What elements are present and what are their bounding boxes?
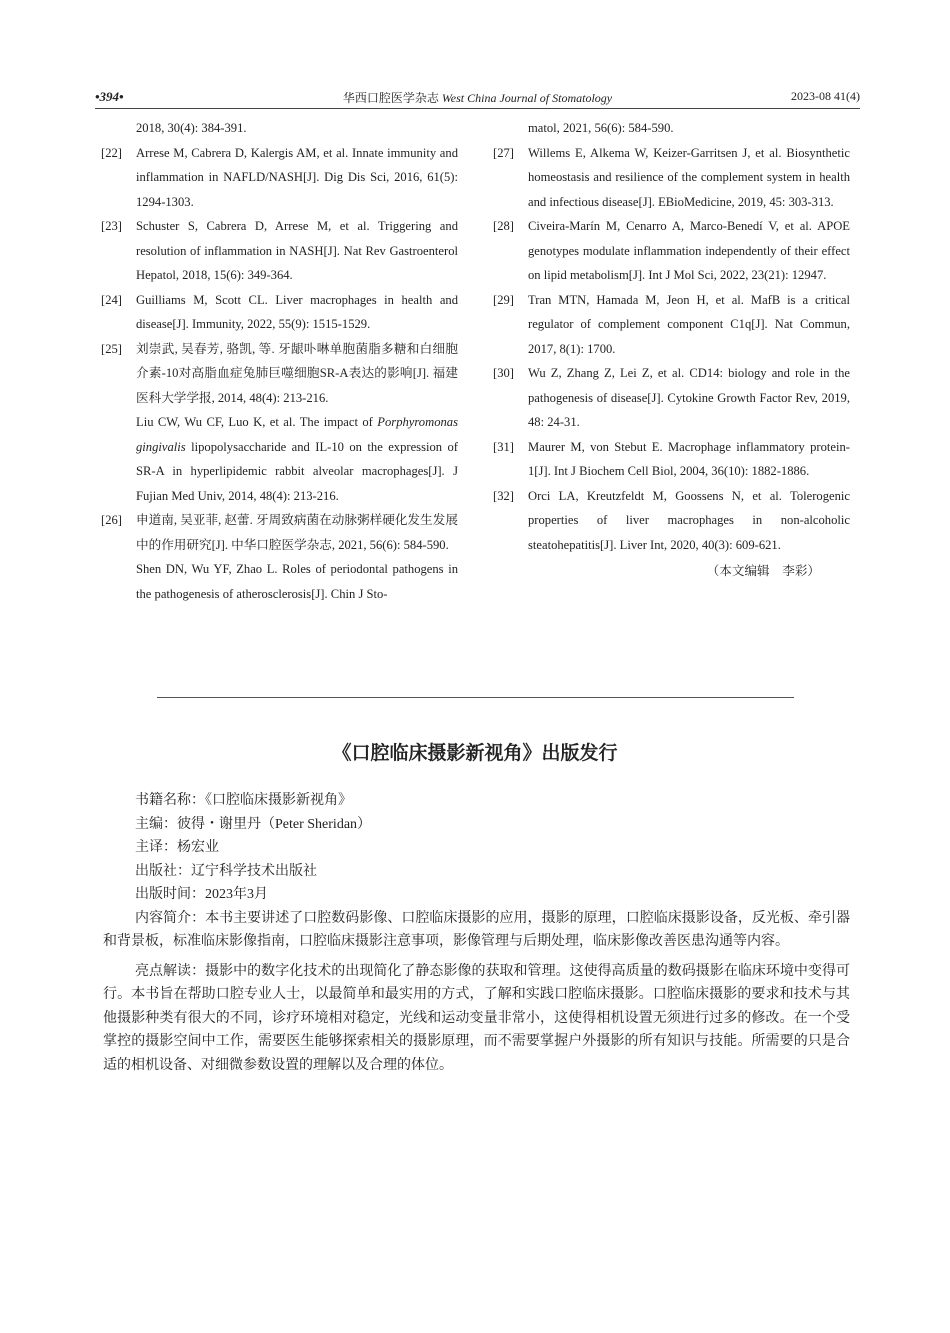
reference-number: [28]: [493, 219, 514, 233]
reference-continuation: matol, 2021, 56(6): 584-590.: [528, 121, 674, 135]
book-pub-date: 出版时间：2023年3月: [135, 887, 268, 902]
book-summary: 内容简介：本书主要讲述了口腔数码影像、口腔临床摄影的应用，摄影的原理，口腔临床摄影设备，反光板、牵引器和背景板，标准临床影像指南，口腔临床摄影注意事项，影像管理与后期处理，临床影像改善医患沟通等内容。: [103, 910, 850, 949]
reference-text-part: Liu CW, Wu CF, Luo K, et al. The impact of: [136, 415, 378, 429]
issue-date: 2023-08 41(4): [791, 89, 860, 103]
reference-text-en: [136, 410, 458, 508]
reference-text-cn: 申道南, 吴亚菲, 赵蕾. 牙周致病菌在动脉粥样硬化发生发展中的作用研究[J]. 中华口腔医学杂志, 2021, 56(6): 584-590.: [136, 513, 458, 552]
reference-text: Orci LA, Kreutzfeldt M, Goossens N, et al. Tolerogenic properties of liver macrophages in non-alcoholic steatohepatitis[J]. Liver Int, 2020, 40(3): 609-621.: [528, 488, 850, 552]
reference-item: [487, 288, 850, 362]
reference-item: [95, 337, 458, 509]
reference-column-left: [95, 116, 458, 606]
page-number: •394•: [95, 89, 124, 104]
reference-number: [22]: [101, 145, 122, 160]
reference-item: [95, 508, 458, 606]
section-divider: [157, 697, 794, 698]
reference-column-right: [487, 116, 850, 584]
reference-number: [32]: [493, 488, 514, 503]
reference-text: Guilliams M, Scott CL. Liver macrophages in health and disease[J]. Immunity, 2022, 55(9): 1515-1529.: [136, 292, 458, 331]
journal-title: [95, 89, 860, 106]
reference-continuation: 2018, 30(4): 384-391.: [136, 121, 247, 135]
reference-text: Wu Z, Zhang Z, Lei Z, et al. CD14: biology and role in the pathogenesis of disease[J]. Cytokine Growth Factor Rev, 2019, 48: 24-31.: [528, 366, 850, 429]
reference-number: [23]: [101, 219, 122, 233]
reference-number: [26]: [101, 513, 122, 527]
reference-text: Civeira-Marín M, Cenarro A, Marco-Benedí V, et al. APOE genotypes modulate inflammation independently of their effect on lipid metabolism[J]. Int J Mol Sci, 2022, 23(21): 12947.: [528, 219, 850, 282]
reference-text-en: Shen DN, Wu YF, Zhao L. Roles of periodontal pathogens in the pathogenesis of atherosclerosis[J]. Chin J Sto-: [136, 562, 458, 601]
reference-text-cn: 刘崇武, 吴春芳, 骆凯, 等. 牙龈卟啉单胞菌脂多糖和白细胞介素-10对高脂血症兔肺巨噬细胞SR-A表达的影响[J]. 福建医科大学学报, 2014, 48(4): 213-216.: [136, 341, 458, 405]
reference-text: Schuster S, Cabrera D, Arrese M, et al. Triggering and resolution of inflammation in NASH[J]. Nat Rev Gastroenterol Hepatol, 2018, 15(6): 349-364.: [136, 219, 458, 282]
reference-item: [95, 214, 458, 288]
species-name: Porphyromonas gingivalis: [136, 415, 458, 454]
reference-text: Tran MTN, Hamada M, Jeon H, et al. MafB is a critical regulator of complement component C1q[J]. Nat Commun, 2017, 8(1): 1700.: [528, 292, 850, 356]
reference-text-part: lipopolysaccharide and IL-10 on the expression of SR-A in hyperlipidemic rabbit alveolar macrophages[J]. J Fujian Med Univ, 2014, 48(4): 213-216.: [136, 439, 458, 503]
reference-text: Maurer M, von Stebut E. Macrophage inflammatory protein-1[J]. Int J Biochem Cell Biol, 2004, 36(10): 1882-1886.: [528, 439, 850, 478]
notice-title: 《口腔临床摄影新视角》出版发行: [332, 742, 618, 764]
reference-number: [31]: [493, 439, 514, 454]
reference-item: [487, 141, 850, 215]
journal-title-cn: 华西口腔医学杂志: [342, 91, 439, 105]
journal-title-en: West China Journal of Stomatology: [441, 91, 613, 105]
reference-number: [24]: [101, 292, 122, 307]
book-publisher: 出版社：辽宁科学技术出版社: [135, 863, 317, 879]
reference-number: [30]: [493, 366, 514, 380]
reference-number: [29]: [493, 292, 514, 307]
book-translator: 主译：杨宏业: [135, 840, 219, 855]
reference-item: [95, 288, 458, 337]
reference-item: [487, 214, 850, 288]
running-header: [95, 86, 860, 109]
reference-item: [487, 435, 850, 484]
reference-text: Willems E, Alkema W, Keizer-Garritsen J, et al. Biosynthetic homeostasis and resilience of the complement system in health and infectious disease[J]. EBioMedicine, 2019, 45: 303-313.: [528, 145, 850, 209]
editor-note: （本文编辑 李彩）: [706, 564, 820, 578]
book-name: 书籍名称：《口腔临床摄影新视角》: [135, 793, 352, 808]
reference-item: [487, 484, 850, 558]
reference-text: Arrese M, Cabrera D, Kalergis AM, et al. Innate immunity and inflammation in NAFLD/NASH[J]. Dig Dis Sci, 2016, 61(5): 1294-1303.: [136, 145, 458, 209]
reference-item: [487, 361, 850, 435]
book-editor: 主编：彼得・谢里丹（Peter Sheridan）: [135, 816, 372, 832]
book-highlights: 亮点解读：摄影中的数字化技术的出现简化了静态影像的获取和管理。这使得高质量的数码摄影在临床环境中变得可行。本书旨在帮助口腔专业人士，以最简单和最实用的方式，了解和实践口腔临床摄影。口腔临床摄影的要求和技术与其他摄影种类有很大的不同，诊疗环境相对稳定，光线和运动变量非常小，这使得相机设置无须进行过多的修改。在一个受掌控的摄影空间中工作，需要医生能够探索相关的摄影原理，而不需要掌握户外摄影的所有知识与技能。所需要的只是合适的相机设备、对细微参数设置的理解以及合理的体位。: [103, 963, 850, 1073]
reference-number: [25]: [101, 341, 122, 356]
book-notice: [103, 789, 850, 1077]
reference-item: [95, 141, 458, 215]
reference-number: [27]: [493, 145, 514, 160]
